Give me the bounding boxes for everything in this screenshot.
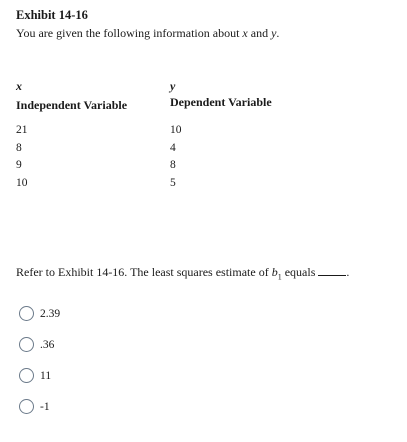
answer-option-4[interactable] [19, 399, 50, 414]
intro-text: You are given the following information about [16, 26, 243, 40]
question-end: . [346, 265, 350, 279]
x-value: 9 [16, 159, 22, 171]
radio-button[interactable] [19, 368, 34, 383]
intro-var-y: y [271, 26, 277, 40]
exhibit-title: Exhibit 14-16 [16, 8, 88, 22]
intro-and: and [247, 26, 272, 40]
radio-button[interactable] [19, 306, 34, 321]
intro-period: . [276, 26, 280, 40]
y-value: 4 [170, 142, 176, 154]
answer-option-label: -1 [40, 400, 50, 413]
x-value: 8 [16, 142, 22, 154]
answer-option-label: .36 [40, 338, 55, 351]
y-variable-symbol: y [170, 79, 176, 93]
x-value: 21 [16, 124, 28, 136]
question-suffix: equals [281, 265, 316, 279]
answer-option-label: 11 [40, 369, 52, 382]
x-variable-symbol: x [16, 79, 22, 93]
y-value: 5 [170, 177, 176, 189]
question-prefix: Refer to Exhibit 14-16. The least squares estimate of [16, 265, 272, 279]
y-column-header: Dependent Variable [170, 95, 272, 109]
answer-option-label: 2.39 [40, 307, 61, 320]
x-column-header: Independent Variable [16, 98, 128, 112]
coefficient-symbol: b [271, 265, 278, 279]
answer-option-3[interactable] [19, 368, 51, 383]
coefficient-subscript: 1 [277, 272, 282, 282]
radio-button[interactable] [19, 399, 34, 414]
answer-blank [318, 266, 346, 276]
x-value: 10 [16, 177, 28, 189]
answer-option-1[interactable] [19, 306, 60, 321]
y-value: 8 [170, 159, 176, 171]
answer-option-2[interactable] [19, 337, 54, 352]
intro-var-x: x [242, 26, 248, 40]
radio-button[interactable] [19, 337, 34, 352]
y-value: 10 [170, 124, 182, 136]
question-text [16, 265, 349, 281]
exhibit-intro [16, 26, 279, 41]
